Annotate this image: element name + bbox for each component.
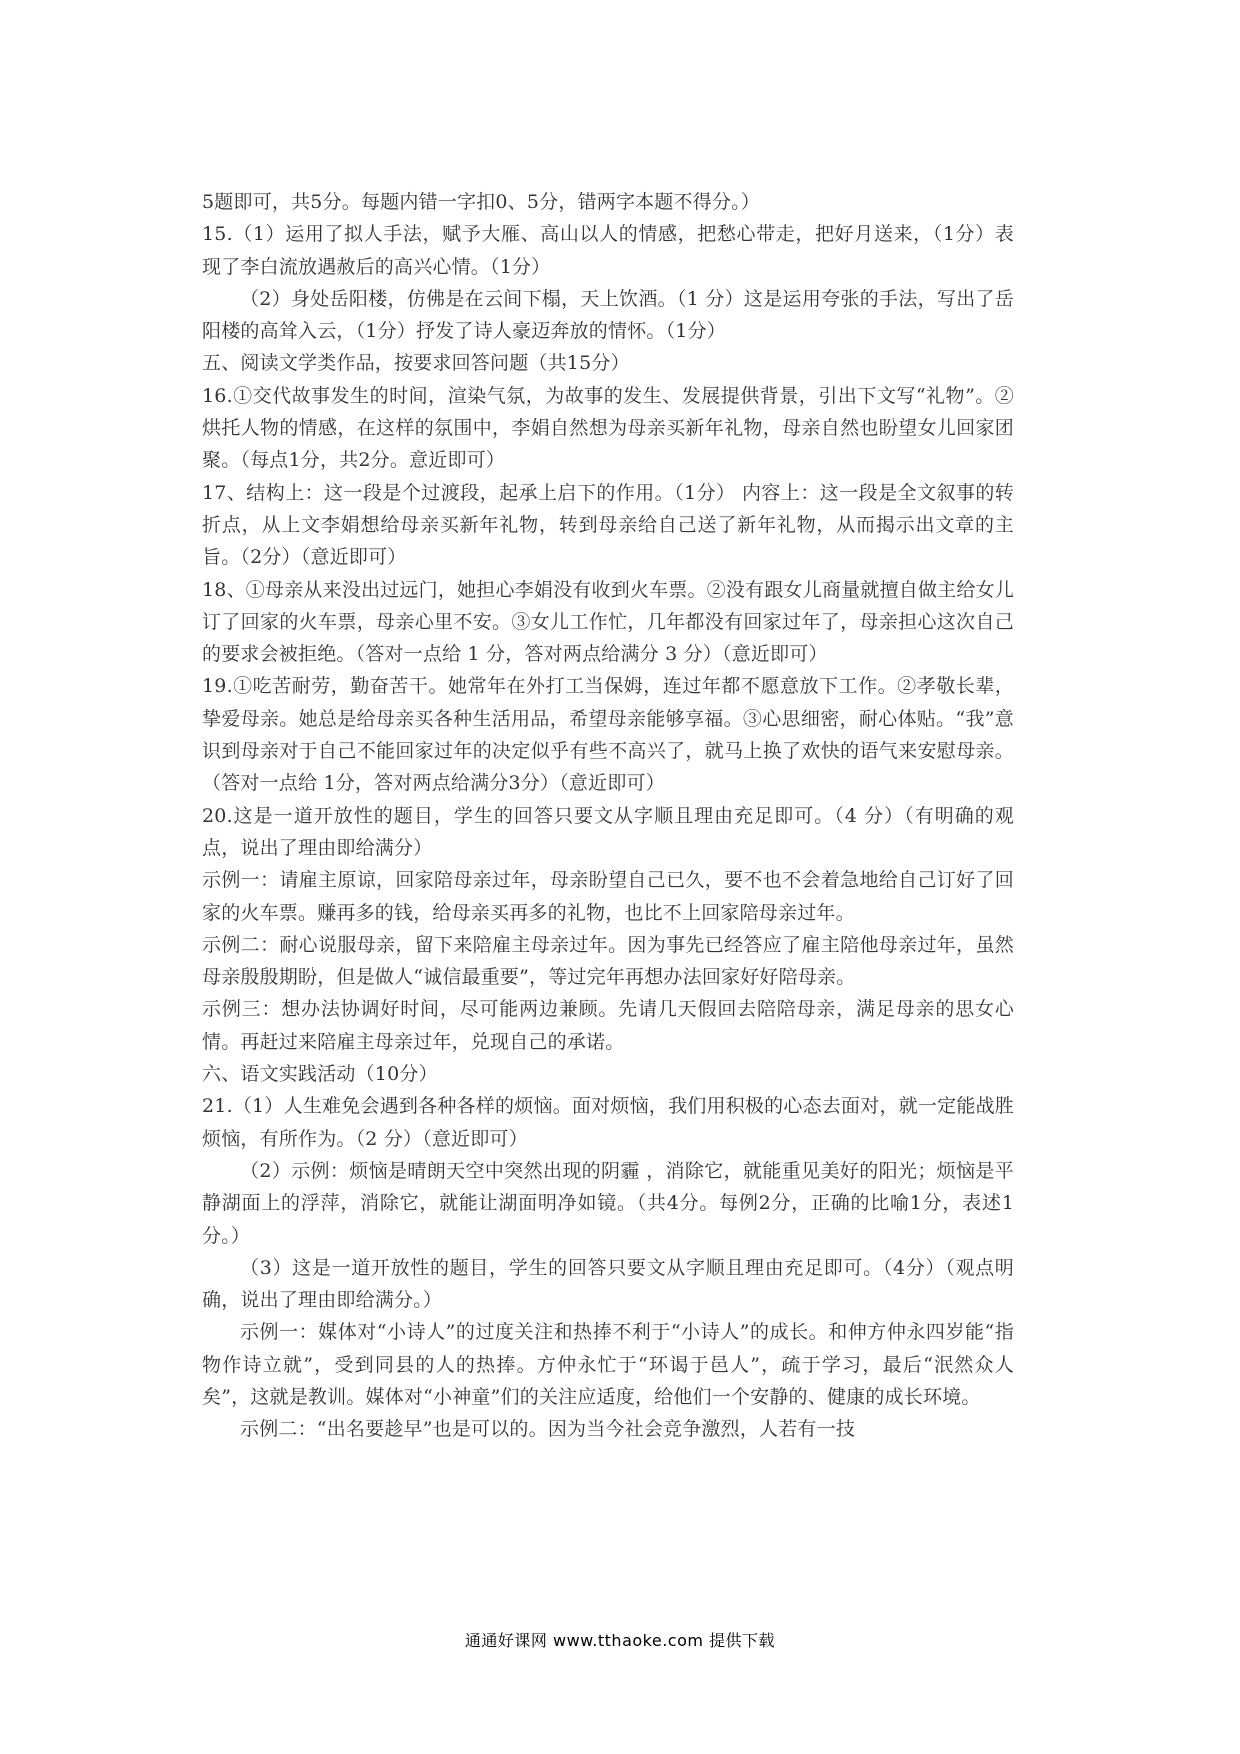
- answer-21-part3: （3）这是一道开放性的题目，学生的回答只要文从字顺且理由充足即可。（4分）（观点明确，说出了理由即给满分。）: [202, 1256, 1014, 1312]
- text-line: 5题即可，共5分。每题内错一字扣0、5分，错两字本题不得分。）: [202, 191, 761, 213]
- answer-19: 19.①吃苦耐劳，勤奋苦干。她常年在外打工当保姆，连过年都不愿意放下工作。②孝敬长辈，挚爱母亲。她总是给母亲买各种生活用品，希望母亲能够享福。③心思细密，耐心体贴。“我”意识到母亲对于自己不能回家过年的决定似乎有些不高兴了，就马上换了欢快的语气来安慰母亲。（答对一点给 1分，答对两点给满分3分）（意近即可）: [202, 675, 1014, 795]
- answer-15: 15.（1）运用了拟人手法，赋予大雁、高山以人的情感，把愁心带走，把好月送来，（1分）表现了李白流放遇赦后的高兴心情。（1分）: [202, 223, 1014, 278]
- answer-18: 18、①母亲从来没出过远门，她担心李娟没有收到火车票。②没有跟女儿商量就擅自做主给女儿订了回家的火车票，母亲心里不安。③女儿工作忙，几年都没有回家过年了，母亲担心这次自己的要求会被拒绝。（答对一点给 1 分，答对两点给满分 3 分）（意近即可）: [202, 578, 1014, 666]
- answer-21-part1: 21.（1）人生难免会遇到各种各样的烦恼。面对烦恼，我们用积极的心态去面对，就一定能战胜烦恼，有所作为。（2 分）（意近即可）: [202, 1095, 1014, 1150]
- answer-20-example-2: 示例二：耐心说服母亲，留下来陪雇主母亲过年。因为事先已经答应了雇主陪他母亲过年，虽然母亲殷殷期盼，但是做人“诚信最重要”，等过完年再想办法回家好好陪母亲。: [202, 933, 1014, 989]
- answer-20: 20.这是一道开放性的题目，学生的回答只要文从字顺且理由充足即可。（4 分）（有明确的观点，说出了理由即给满分）: [202, 804, 1014, 859]
- page-footer: 通通好课网 www.tthaoke.com 提供下载: [464, 1631, 776, 1650]
- answer-20-example-1: 示例一：请雇主原谅，回家陪母亲过年，母亲盼望自己已久，要不也不会着急地给自己订好了回家的火车票。赚再多的钱，给母亲买再多的礼物，也比不上回家陪母亲过年。: [202, 869, 1014, 924]
- answer-20-example-3: 示例三：想办法协调好时间，尽可能两边兼顾。先请几天假回去陪陪母亲，满足母亲的思女心情。再赶过来陪雇主母亲过年，兑现自己的承诺。: [202, 998, 1014, 1053]
- section-heading-5: 五、阅读文学类作品，按要求回答问题（共15分）: [202, 352, 630, 375]
- answer-text-body: [202, 186, 1014, 1446]
- answer-15-part2: （2）身处岳阳楼，仿佛是在云间下榻，天上饮酒。（1 分）这是运用夸张的手法，写出了岳阳楼的高耸入云，（1分）抒发了诗人豪迈奔放的情怀。（1分）: [202, 287, 1014, 343]
- answer-16: 16.①交代故事发生的时间，渲染气氛，为故事的发生、发展提供背景，引出下文写“礼物”。②烘托人物的情感，在这样的氛围中，李娟自然想为母亲买新年礼物，母亲自然也盼望女儿回家团聚。（每点1分，共2分。意近即可）: [202, 384, 1014, 472]
- answer-21-example-2: 示例二：“出名要趁早”也是可以的。因为当今社会竞争激烈，人若有一技: [240, 1418, 856, 1441]
- answer-21-part2: （2）示例：烦恼是晴朗天空中突然出现的阴霾 ，消除它，就能重见美好的阳光；烦恼是平静湖面上的浮萍，消除它，就能让湖面明净如镜。（共4分。每例2分，正确的比喻1分，表述1分。）: [202, 1159, 1014, 1247]
- answer-21-example-1: 示例一：媒体对“小诗人”的过度关注和热捧不利于“小诗人”的成长。和伸方仲永四岁能“指物作诗立就”，受到同县的人的热捧。方仲永忙于“环谒于邑人”，疏于学习，最后“泯然众人矣”，这就是教训。媒体对“小神童”们的关注应适度，给他们一个安静的、健康的成长环境。: [202, 1321, 1014, 1408]
- section-heading-6: 六、语文实践活动（10分）: [202, 1063, 438, 1086]
- answer-17: 17、结构上：这一段是个过渡段，起承上启下的作用。（1分） 内容上：这一段是全文叙事的转折点，从上文李娟想给母亲买新年礼物，转到母亲给自己送了新年礼物，从而揭示出文章的主旨。（2分）（意近即可）: [202, 481, 1014, 569]
